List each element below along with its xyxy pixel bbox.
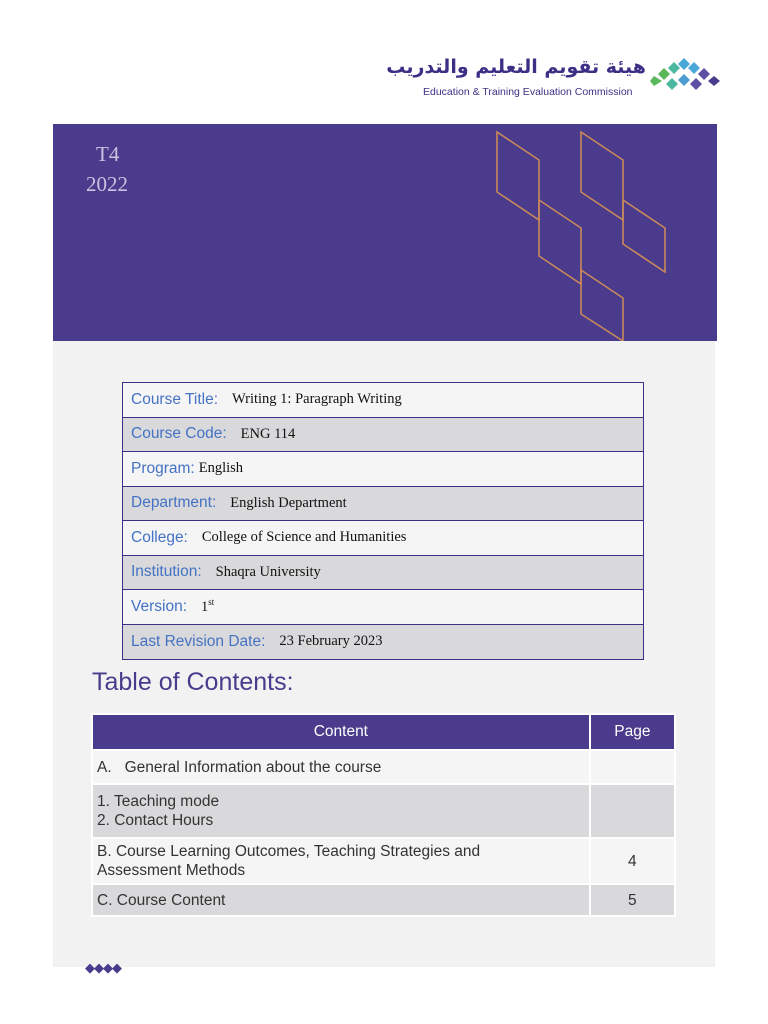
toc-section-a-page — [590, 750, 675, 784]
form-code: T4 — [96, 142, 120, 166]
toc-section-a-letter: A. — [97, 758, 112, 776]
logo-english-text: Education & Training Evaluation Commission — [423, 86, 633, 98]
version-number: 1 — [201, 599, 209, 616]
course-title-value: Writing 1: Paragraph Writing — [232, 391, 402, 408]
department-row — [123, 487, 643, 522]
course-info-table — [122, 382, 644, 660]
toc-section-b-page: 4 — [590, 838, 675, 884]
revision-date-value: 23 February 2023 — [279, 633, 383, 650]
etec-logo-mark-icon — [650, 56, 720, 96]
toc-subitems-page — [590, 784, 675, 838]
toc-header-content: Content — [92, 714, 590, 750]
toc-section-a-text: General Information about the course — [124, 758, 382, 776]
revision-date-row — [123, 625, 643, 660]
course-code-value: ENG 114 — [240, 425, 296, 442]
version-suffix: st — [208, 597, 215, 608]
banner-decorative-lines — [53, 124, 717, 341]
toc-row — [92, 838, 675, 884]
department-label: Department: — [131, 494, 217, 512]
program-label: Program: — [131, 459, 195, 477]
toc-item-teaching-mode[interactable]: 1. Teaching mode — [97, 793, 220, 810]
toc-subitems — [92, 784, 590, 838]
toc-section-b[interactable] — [92, 838, 590, 884]
toc-row — [92, 884, 675, 916]
program-value: English — [198, 460, 244, 477]
course-code-label: Course Code: — [131, 425, 227, 443]
toc-row — [92, 750, 675, 784]
institution-row — [123, 556, 643, 591]
course-title-row — [123, 383, 643, 418]
diamond-ornament-icon: ◆◆◆◆ — [85, 960, 121, 975]
form-year: 2022 — [86, 172, 128, 196]
version-value — [201, 597, 214, 616]
version-row — [123, 590, 643, 625]
logo-arabic-text: هيئة تقويم التعليم والتدريب — [386, 56, 646, 78]
program-row — [123, 452, 643, 487]
toc-row — [92, 784, 675, 838]
institution-label: Institution: — [131, 563, 202, 581]
version-label: Version: — [131, 597, 188, 615]
toc-section-b-line2: Assessment Methods — [97, 862, 246, 879]
college-value: College of Science and Humanities — [201, 529, 407, 546]
cover-banner — [53, 124, 717, 341]
department-value: English Department — [230, 494, 347, 511]
college-row — [123, 521, 643, 556]
toc-header-page: Page — [590, 714, 675, 750]
toc-section-b-line1: B. Course Learning Outcomes, Teaching Strategies and — [97, 843, 481, 860]
course-title-label: Course Title: — [131, 390, 219, 408]
course-code-row — [123, 418, 643, 453]
toc-title: Table of Contents: — [92, 668, 294, 696]
etec-logo — [386, 56, 720, 100]
toc-item-contact-hours[interactable]: 2. Contact Hours — [97, 812, 214, 829]
institution-value: Shaqra University — [215, 563, 321, 580]
toc-table — [91, 713, 676, 917]
college-label: College: — [131, 528, 188, 546]
toc-header-row — [92, 714, 675, 750]
toc-section-c-page: 5 — [590, 884, 675, 916]
toc-section-c[interactable]: C. Course Content — [92, 884, 590, 916]
revision-date-label: Last Revision Date: — [131, 632, 266, 650]
toc-section-a[interactable] — [92, 750, 590, 784]
